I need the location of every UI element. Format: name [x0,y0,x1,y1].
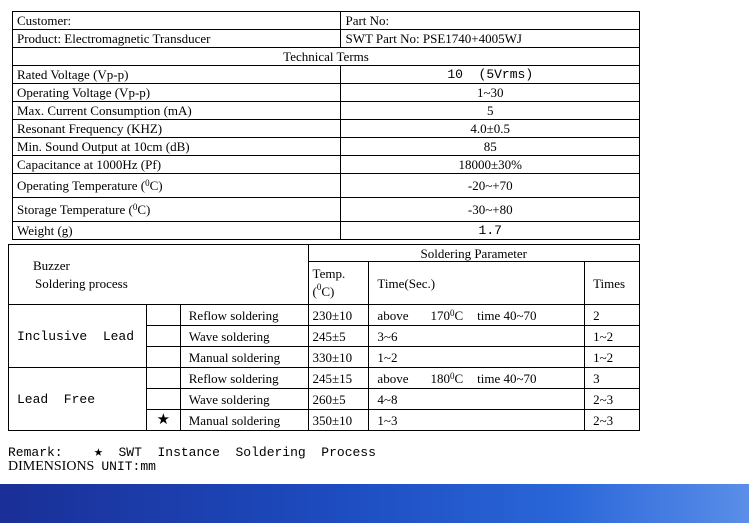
star-icon: ★ [146,410,180,431]
method-cell: Wave soldering [180,389,308,410]
group-inclusive-lead: Inclusive Lead [9,305,147,368]
method-cell: Reflow soldering [180,305,308,326]
buzzer-process-cell [9,245,309,305]
method-cell: Wave soldering [180,326,308,347]
dimensions-line [8,459,156,475]
spec-label: Rated Voltage (Vp-p) [13,66,341,84]
remark-text: SWT Instance Soldering Process [118,445,376,460]
spec-row [13,174,640,198]
temp-cell: 330±10 [308,347,369,368]
time-cell: 1~2 [369,347,585,368]
times-cell: 2~3 [585,389,640,410]
spec-row [13,84,640,102]
spec-label: Capacitance at 1000Hz (Pf) [13,156,341,174]
technical-terms-heading: Technical Terms [13,48,640,66]
spec-row [13,222,640,240]
temp-cell: 260±5 [308,389,369,410]
spec-label: Storage Temperature ($^0$C) [13,198,341,222]
spec-row [13,102,640,120]
spec-value: -30~+80 [341,198,640,222]
table-row [9,368,640,389]
spec-row [13,198,640,222]
dimensions-label: DIMENSIONS [8,459,95,474]
product-name: Product: Electromagnetic Transducer [13,30,341,48]
time-cell: above $170^0C$ time 40~70 [369,305,585,326]
times-cell: 3 [585,368,640,389]
times-column-header: Times [585,262,640,305]
spec-value: 5 [341,102,640,120]
star-cell [146,305,180,326]
spec-label: Operating Temperature ($^0$C) [13,174,341,198]
method-cell: Manual soldering [180,347,308,368]
temp-cell: 230±10 [308,305,369,326]
method-cell: Reflow soldering [180,368,308,389]
temp-cell: 245±5 [308,326,369,347]
dimensions-unit: UNIT:mm [101,459,156,474]
spec-table [12,11,640,240]
soldering-table [8,244,640,431]
temp-cell: 245±15 [308,368,369,389]
part-no-label: Part No: [341,12,640,30]
spec-value: 1~30 [341,84,640,102]
time-cell: 4~8 [369,389,585,410]
times-cell: 1~2 [585,347,640,368]
temp-column-header: Temp. ($^0$C) [308,262,369,305]
times-cell: 2 [585,305,640,326]
times-cell: 1~2 [585,326,640,347]
time-cell: 3~6 [369,326,585,347]
spec-row [13,120,640,138]
footer-band [0,484,749,523]
time-cell: above $180^0C$ time 40~70 [369,368,585,389]
spec-label: Min. Sound Output at 10cm (dB) [13,138,341,156]
star-cell [146,368,180,389]
spec-value: 4.0±0.5 [341,120,640,138]
star-cell [146,347,180,368]
temp-cell: 350±10 [308,410,369,431]
swt-part-no: SWT Part No: PSE1740+4005WJ [341,30,640,48]
star-cell [146,326,180,347]
time-column-header: Time(Sec.) [369,262,585,305]
spec-value: 85 [341,138,640,156]
star-cell [146,389,180,410]
spec-value: 18000±30% [341,156,640,174]
group-lead-free: Lead Free [9,368,147,431]
times-cell: 2~3 [585,410,640,431]
spec-row [13,156,640,174]
soldering-parameter-heading: Soldering Parameter [308,245,639,262]
customer-label: Customer: [13,12,341,30]
spec-label: Resonant Frequency (KHZ) [13,120,341,138]
remark-label: Remark: [8,445,63,460]
buzzer-label: Buzzer [33,257,70,273]
method-cell: Manual soldering [180,410,308,431]
spec-row [13,66,640,84]
spec-label: Operating Voltage (Vp-p) [13,84,341,102]
spec-value: -20~+70 [341,174,640,198]
spec-label: Weight (g) [13,222,341,240]
star-icon: ★ [93,444,103,461]
table-row [9,305,640,326]
time-cell: 1~3 [369,410,585,431]
soldering-process-label: Soldering process [35,275,128,291]
spec-value: 1.7 [341,222,640,240]
spec-label: Max. Current Consumption (mA) [13,102,341,120]
spec-value: 10 (5Vrms) [341,66,640,84]
spec-row [13,138,640,156]
